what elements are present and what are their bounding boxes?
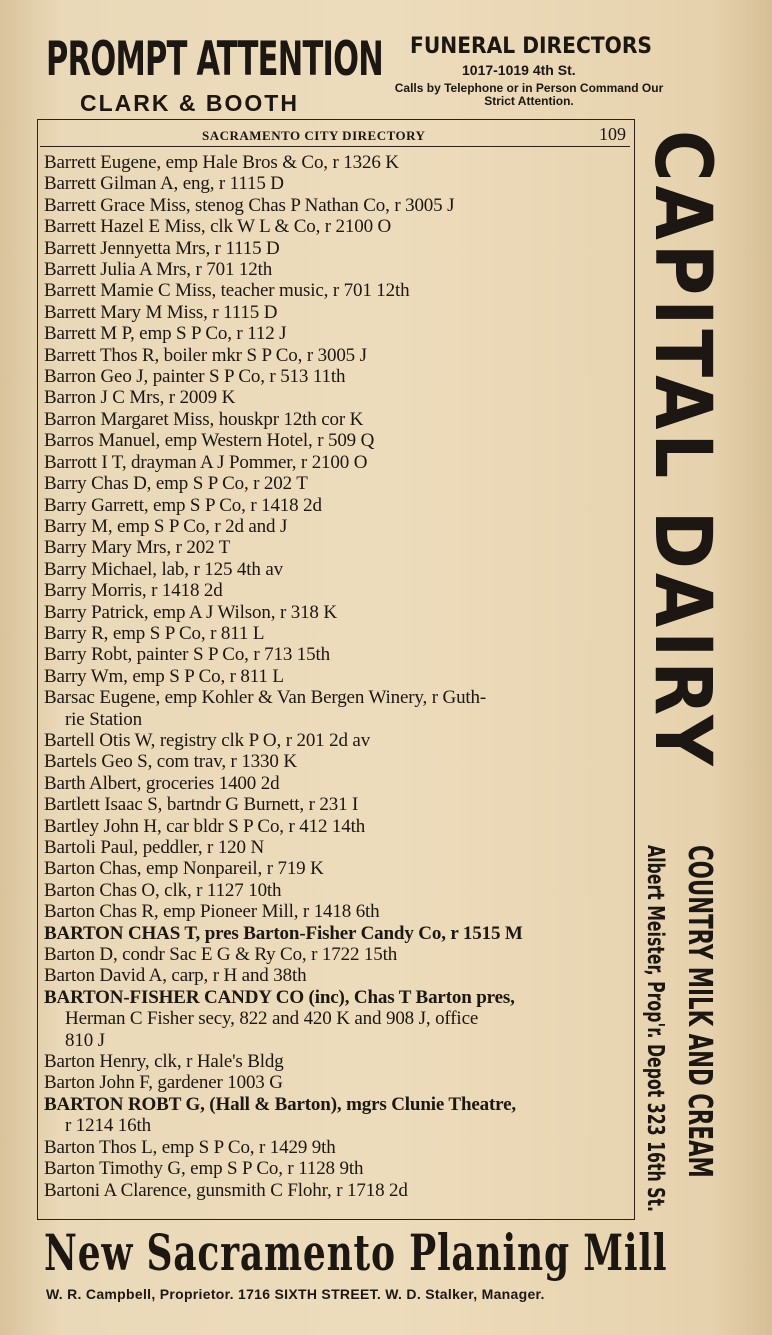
directory-entries xyxy=(44,152,632,1201)
directory-entry: Barrett Thos R, boiler mkr S P Co, r 3005 J xyxy=(44,344,367,366)
directory-entry: Barry Garrett, emp S P Co, r 1418 2d xyxy=(44,494,322,516)
directory-entry: BARTON-FISHER CANDY CO (inc), Chas T Barton pres, xyxy=(44,986,515,1008)
capital-dairy-text: CAPITAL DAIRY xyxy=(637,130,727,770)
directory-entry: Barron Geo J, painter S P Co, r 513 11th xyxy=(44,366,346,388)
directory-entry: Barton D, condr Sac E G & Ry Co, r 1722 15th xyxy=(44,944,398,966)
directory-entry: Bartoni A Clarence, gunsmith C Flohr, r 1718 2d xyxy=(44,1179,408,1201)
directory-entry: Barrett Mary M Miss, r 1115 D xyxy=(44,301,278,323)
directory-entry: Barton Chas, emp Nonpareil, r 719 K xyxy=(44,858,324,880)
directory-entry: Barrett Mamie C Miss, teacher music, r 701 12th xyxy=(44,280,410,302)
directory-entry: Barry R, emp S P Co, r 811 L xyxy=(44,622,265,644)
directory-entry: Bartels Geo S, com trav, r 1330 K xyxy=(44,751,297,773)
funeral-directors-headline: FUNERAL DIRECTORS xyxy=(410,34,653,59)
directory-entry: Barry Patrick, emp A J Wilson, r 318 K xyxy=(44,601,337,623)
directory-entry: Barrett Grace Miss, stenog Chas P Nathan Co, r 3005 J xyxy=(44,194,455,216)
directory-entry: Barrett Gilman A, eng, r 1115 D xyxy=(44,173,284,195)
entry-continuation: Herman C Fisher secy, 822 and 420 K and 908 J, office xyxy=(65,1008,479,1030)
directory-entry: Bartlett Isaac S, bartndr G Burnett, r 231 I xyxy=(44,794,359,816)
directory-entry: Bartley John H, car bldr S P Co, r 412 14th xyxy=(44,815,366,837)
directory-entry: Barry Wm, emp S P Co, r 811 L xyxy=(44,665,284,687)
directory-entry: Barrett Jennyetta Mrs, r 1115 D xyxy=(44,237,280,259)
country-milk-ad xyxy=(680,845,720,1220)
directory-entry: Barrett Julia A Mrs, r 701 12th xyxy=(44,259,273,281)
directory-entry: Barrett Hazel E Miss, clk W L & Co, r 2100 O xyxy=(44,216,392,238)
page-header xyxy=(40,124,630,147)
directory-entry: Bartoli Paul, peddler, r 120 N xyxy=(44,837,265,858)
directory-entry: Barton Chas O, clk, r 1127 10th xyxy=(44,879,282,901)
directory-entry: Barrett Eugene, emp Hale Bros & Co, r 1326 K xyxy=(44,152,399,173)
meister-ad xyxy=(640,845,670,1220)
entry-continuation: r 1214 16th xyxy=(65,1115,151,1137)
directory-entry: Barros Manuel, emp Western Hotel, r 509 Q xyxy=(44,430,375,452)
directory-entry: Barton John F, gardener 1003 G xyxy=(44,1072,283,1094)
directory-entry: Barry Michael, lab, r 125 4th av xyxy=(44,558,283,580)
entry-continuation: rie Station xyxy=(65,708,142,730)
planing-mill-headline: New Sacramento Planing Mill xyxy=(44,1223,668,1282)
directory-entry: Barry Chas D, emp S P Co, r 202 T xyxy=(44,473,308,495)
top-left-advertisement xyxy=(46,30,386,120)
page-number: 109 xyxy=(599,124,626,144)
directory-entry: Barton Henry, clk, r Hale's Bldg xyxy=(44,1051,284,1073)
directory-entry: Barry M, emp S P Co, r 2d and J xyxy=(44,515,288,537)
capital-dairy-ad xyxy=(637,130,727,830)
bottom-advertisement xyxy=(0,1222,772,1332)
directory-entry: Bartell Otis W, registry clk P O, r 201 2d av xyxy=(44,729,371,751)
directory-entry: Barron J C Mrs, r 2009 K xyxy=(44,387,236,409)
directory-entry: Barton Timothy G, emp S P Co, r 1128 9th xyxy=(44,1158,364,1180)
directory-entry: Barsac Eugene, emp Kohler & Van Bergen Winery, r Guth- xyxy=(44,687,487,709)
planing-mill-proprietor: W. R. Campbell, Proprietor. 1716 SIXTH STREET. W. D. Stalker, Manager. xyxy=(46,1286,545,1302)
prompt-attention-headline: PROMPT ATTENTION xyxy=(46,32,384,87)
funeral-note: Calls by Telephone or in Person Command Our Strict Attention. xyxy=(394,81,664,108)
entry-continuation: 810 J xyxy=(65,1029,105,1051)
funeral-address: 1017-1019 4th St. xyxy=(462,62,576,78)
directory-entry: Barrott I T, drayman A J Pommer, r 2100 O xyxy=(44,451,368,473)
directory-entry: Barton David A, carp, r H and 38th xyxy=(44,965,307,987)
directory-entry: Barton Chas R, emp Pioneer Mill, r 1418 6th xyxy=(44,901,380,923)
running-head: SACRAMENTO CITY DIRECTORY xyxy=(202,128,426,143)
country-milk-text: COUNTRY MILK AND CREAM xyxy=(681,845,720,1178)
directory-entry: BARTON CHAS T, pres Barton-Fisher Candy Co, r 1515 M xyxy=(44,922,523,944)
directory-entry: BARTON ROBT G, (Hall & Barton), mgrs Clunie Theatre, xyxy=(44,1093,517,1115)
directory-entry: Barry Mary Mrs, r 202 T xyxy=(44,537,231,559)
meister-text: Albert Meister, Prop'r. Depot 323 16th St. xyxy=(642,845,668,1212)
directory-entry: Barry Morris, r 1418 2d xyxy=(44,580,223,602)
directory-entry: Barron Margaret Miss, houskpr 12th cor K xyxy=(44,408,364,430)
directory-entry: Barrett M P, emp S P Co, r 112 J xyxy=(44,323,287,345)
directory-entry: Barth Albert, groceries 1400 2d xyxy=(44,772,280,794)
directory-entry: Barry Robt, painter S P Co, r 713 15th xyxy=(44,644,330,666)
directory-entry: Barton Thos L, emp S P Co, r 1429 9th xyxy=(44,1136,336,1158)
clark-booth-firm-name: CLARK & BOOTH xyxy=(80,90,299,116)
top-right-advertisement xyxy=(384,34,674,114)
